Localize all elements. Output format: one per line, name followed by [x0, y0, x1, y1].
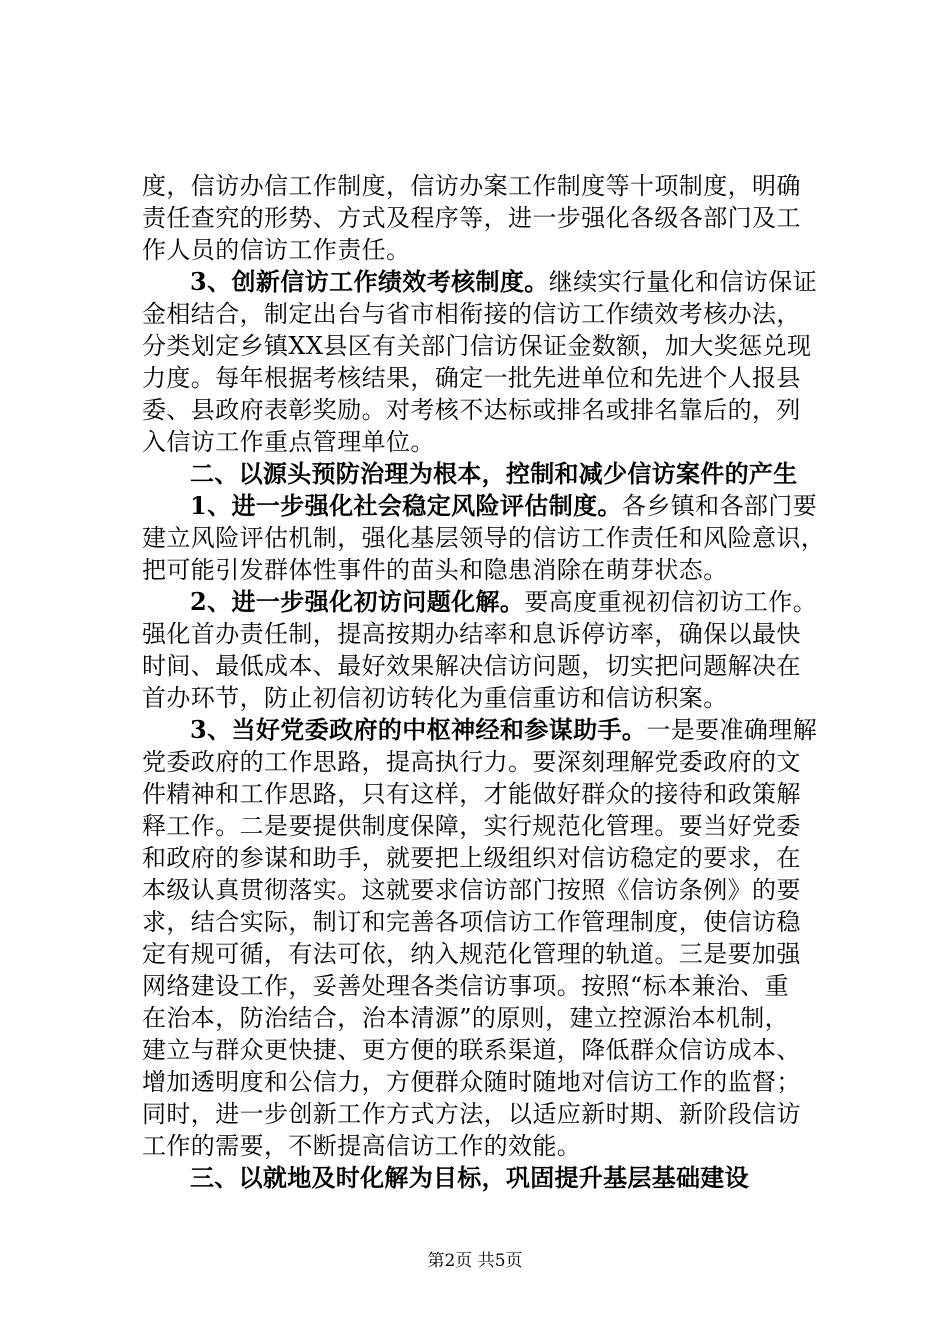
text-line: 和政府的参谋和助手，就要把上级组织对信访稳定的要求，在 [142, 844, 801, 872]
text-line: 建立与群众更快捷、更方便的联系渠道，降低群众信访成本、 [142, 1036, 801, 1064]
text-line: 把可能引发群体性事件的苗头和隐患消除在萌芽状态。 [142, 556, 728, 584]
text-line: 建立风险评估机制，强化基层领导的信访工作责任和风险意识， [142, 524, 826, 552]
text-line: 金相结合，制定出台与省市相衔接的信访工作绩效考核办法， [142, 300, 801, 328]
text-line: 在治本，防治结合，治本清源”的原则，建立控源治本机制， [142, 1004, 790, 1032]
text-line: 增加透明度和公信力，方便群众随时随地对信访工作的监督； [142, 1068, 801, 1096]
paragraph-item-3-advisor: 3、当好党委政府的中枢神经和参谋助手。一是要准确理解 [190, 715, 818, 744]
text-line: 释工作。二是要提供制度保障，实行规范化管理。要当好党委 [142, 812, 801, 840]
item-title: 1、进一步强化社会稳定风险评估制度。 [190, 491, 622, 520]
text-line: 责任查究的形势、方式及程序等，进一步强化各级各部门及工 [142, 204, 801, 232]
text-line: 求，结合实际，制订和完善各项信访工作管理制度，使信访稳 [142, 908, 801, 936]
text-line: 网络建设工作，妥善处理各类信访事项。按照“标本兼治、重 [142, 972, 790, 1000]
item-title: 2、进一步强化初访问题化解。 [190, 587, 525, 616]
paragraph-item-3-performance-assessment: 3、创新信访工作绩效考核制度。继续实行量化和信访保证 [190, 267, 818, 296]
section-heading-3: 三、以就地及时化解为目标，巩固提升基层基础建设 [190, 1164, 749, 1192]
text-line: 同时，进一步创新工作方式方法，以适应新时期、新阶段信访 [142, 1100, 801, 1128]
text-line: 度，信访办信工作制度，信访办案工作制度等十项制度，明确 [142, 172, 801, 200]
text-line: 首办环节，防止初信初访转化为重信重访和信访积案。 [142, 684, 728, 712]
item-title: 3、当好党委政府的中枢神经和参谋助手。 [190, 715, 647, 744]
text-line: 件精神和工作思路，只有这样，才能做好群众的接待和政策解 [142, 780, 801, 808]
text-line: 分类划定乡镇XX县区有关部门信访保证金数额，加大奖惩兑现 [142, 332, 812, 360]
paragraph-item-1-risk-assessment: 1、进一步强化社会稳定风险评估制度。各乡镇和各部门要 [190, 491, 818, 520]
paragraph-item-2-initial-visit: 2、进一步强化初访问题化解。要高度重视初信初访工作。 [190, 587, 818, 616]
text-line: 入信访工作重点管理单位。 [142, 428, 435, 456]
section-heading-2: 二、以源头预防治理为根本，控制和减少信访案件的产生 [190, 460, 798, 488]
text-line: 党委政府的工作思路，提高执行力。要深刻理解党委政府的文 [142, 748, 801, 776]
text-line: 作人员的信访工作责任。 [142, 236, 411, 264]
item-title: 3、创新信访工作绩效考核制度。 [190, 267, 549, 296]
text-line: 委、县政府表彰奖励。对考核不达标或排名或排名靠后的，列 [142, 396, 801, 424]
text-line: 工作的需要，不断提高信访工作的效能。 [142, 1132, 582, 1160]
page-number-footer: 第2页 共5页 [427, 1251, 523, 1271]
text-line: 本级认真贯彻落实。这就要求信访部门按照《信访条例》的要 [142, 876, 801, 904]
document-body [142, 170, 832, 1194]
text-line: 力度。每年根据考核结果，确定一批先进单位和先进个人报县 [142, 364, 801, 392]
text-line: 定有规可循，有法可依，纳入规范化管理的轨道。三是要加强 [142, 940, 801, 968]
text-line: 时间、最低成本、最好效果解决信访问题，切实把问题解决在 [142, 652, 801, 680]
text-line: 强化首办责任制，提高按期办结率和息诉停访率，确保以最快 [142, 620, 801, 648]
